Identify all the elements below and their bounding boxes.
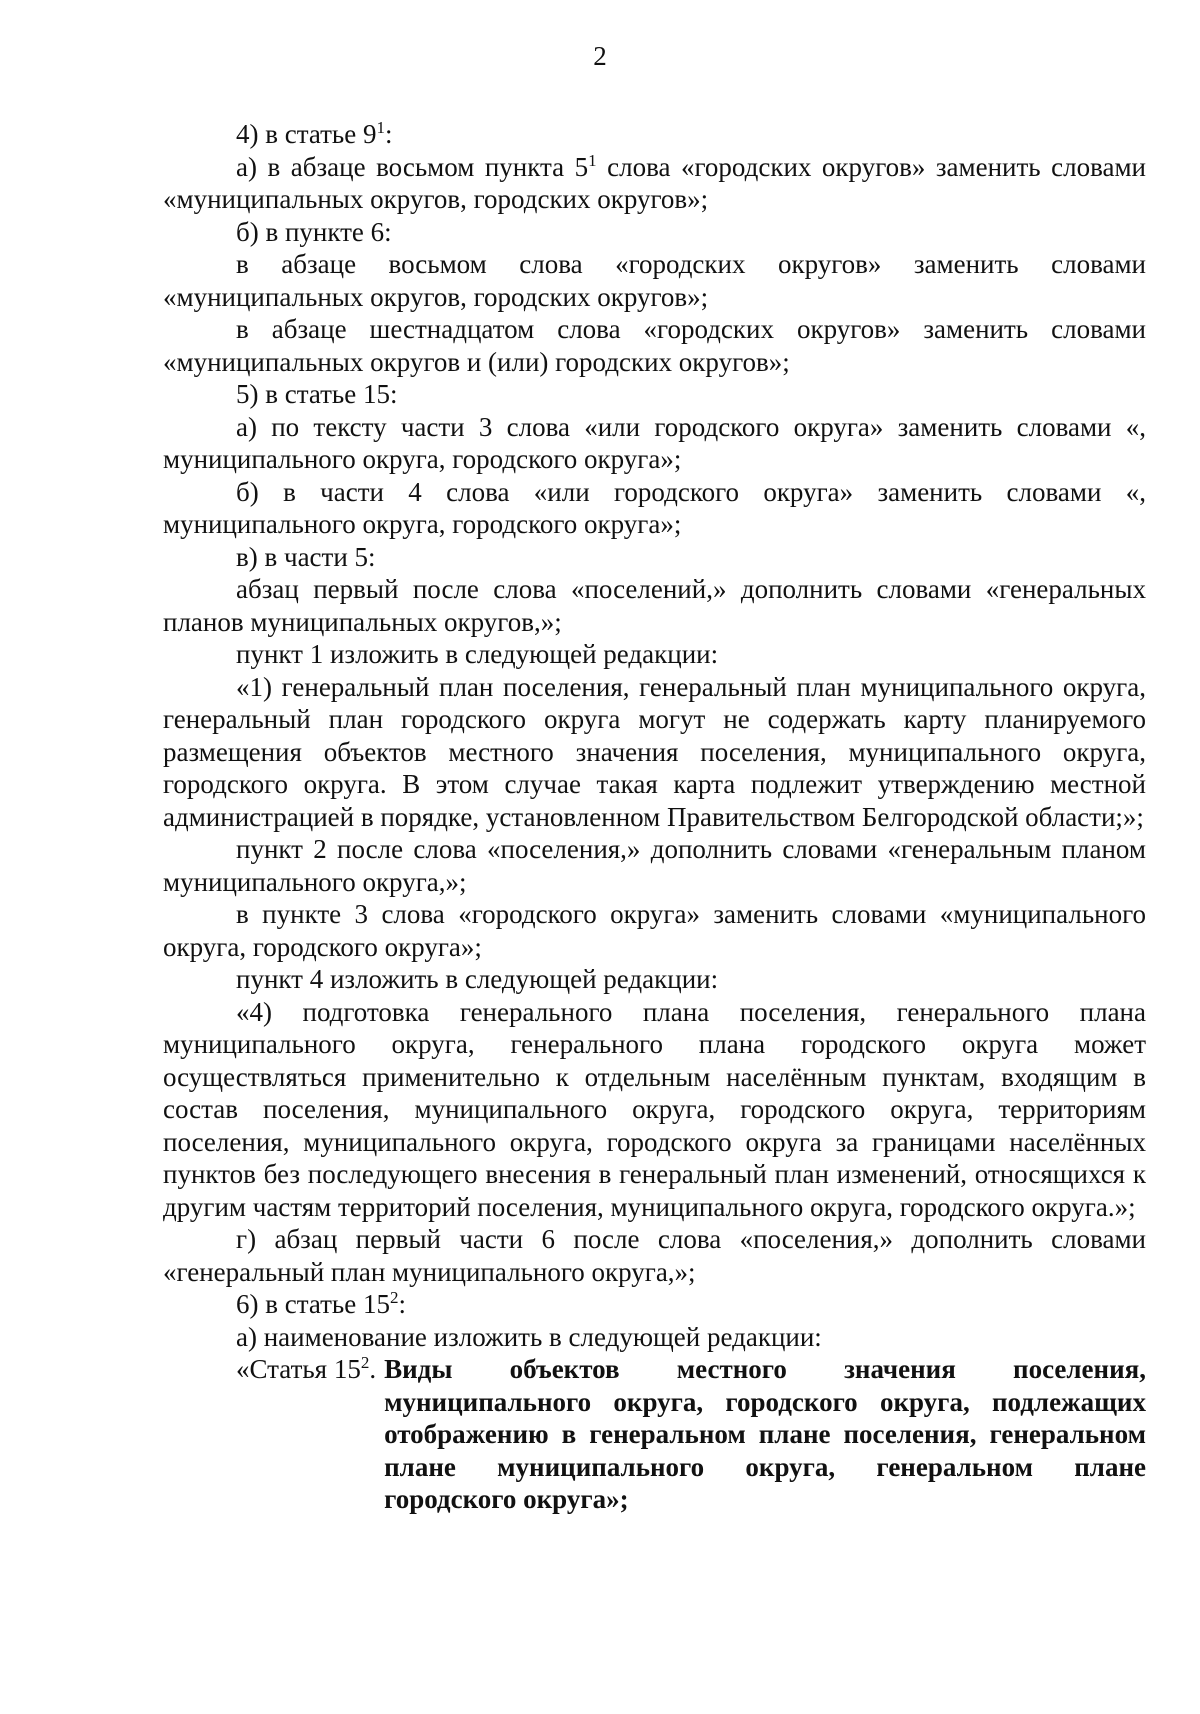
- paragraph-item-4b: б) в пункте 6:: [236, 216, 392, 247]
- paragraph-text: а) в абзаце восьмом пункта 5: [236, 151, 589, 182]
- paragraph-item-5v-4: пункт 2 после слова «поселения,» дополнить словами «генеральным планом муниципального округа,»;: [163, 834, 1146, 897]
- article-title: Виды объектов местного значения поселения, муниципального округа, городского округа, подлежащих отображению в генеральном плане поселения, генеральном плане муниципального округа, генеральном плане городского округа»;: [384, 1354, 1146, 1514]
- paragraph-item-4: [163, 118, 1146, 151]
- paragraph-item-6a: а) наименование изложить в следующей редакции:: [236, 1321, 822, 1352]
- superscript: 2: [389, 1288, 399, 1307]
- paragraph-item-5a: а) по тексту части 3 слова «или городского округа» заменить словами «, муниципального округа, городского округа»;: [163, 411, 1146, 474]
- superscript: 1: [376, 118, 385, 137]
- article-heading: [163, 1353, 1146, 1516]
- paragraph-item-5v-1: абзац первый после слова «поселений,» дополнить словами «генеральных планов муниципальных округов,»;: [163, 574, 1146, 637]
- paragraph-item-5g: г) абзац первый части 6 после слова «поселения,» дополнить словами «генеральный план муниципального округа,»;: [163, 1224, 1146, 1287]
- paragraph-text: 6) в статье 15: [236, 1289, 390, 1319]
- paragraph-item-5v-3: «1) генеральный план поселения, генеральный план муниципального округа, генеральный план городского округа могут не содержать карту планируемого размещения объектов местного значения поселения, муниципального округа, городского округа. В этом случае такая карта подлежит утверждению местной администрацией в порядке, установленном Правительством Белгородской области;»;: [163, 671, 1146, 832]
- article-number-text: .: [369, 1354, 377, 1384]
- paragraph-item-5v-2: пункт 1 изложить в следующей редакции:: [236, 639, 719, 669]
- paragraph-item-5: 5) в статье 15:: [236, 379, 398, 409]
- article-number: [236, 1353, 376, 1516]
- paragraph-text: слова «городских округов» заменить словами «муниципальных округов, городских округов»;: [163, 151, 1146, 214]
- paragraph-item-5v-5: в пункте 3 слова «городского округа» заменить словами «муниципального округа, городского округа»;: [163, 899, 1146, 962]
- paragraph-item-5v: в) в части 5:: [236, 541, 376, 572]
- article-number-text: «Статья 15: [236, 1354, 361, 1384]
- paragraph-item-4b-2: в абзаце шестнадцатом слова «городских округов» заменить словами «муниципальных округов и (или) городских округов»;: [163, 314, 1146, 377]
- paragraph-item-6: [163, 1288, 1146, 1321]
- page-number: 2: [593, 41, 607, 71]
- paragraph-item-4b-1: в абзаце восьмом слова «городских округов» заменить словами «муниципальных округов, городских округов»;: [163, 249, 1146, 312]
- paragraph-text: 4) в статье 9: [236, 119, 377, 149]
- document-body: [163, 118, 1146, 1516]
- superscript: 2: [360, 1353, 370, 1372]
- paragraph-item-4a: [163, 151, 1146, 216]
- paragraph-text: :: [398, 1289, 406, 1319]
- paragraph-text: :: [384, 119, 393, 149]
- paragraph-item-5v-6: пункт 4 изложить в следующей редакции:: [236, 964, 719, 994]
- paragraph-item-5v-7: «4) подготовка генерального плана поселения, генерального плана муниципального округа, генерального плана городского округа может осуществляться применительно к отдельным населённым пунктам, входящим в состав поселения, муниципального округа, городского округа, территориям поселения, муниципального округа, городского округа за границами населённых пунктов без последующего внесения в генеральный план изменений, относящихся к другим частям территорий поселения, муниципального округа, городского округа.»;: [163, 996, 1146, 1222]
- paragraph-item-5b: б) в части 4 слова «или городского округа» заменить словами «, муниципального округа, городского округа»;: [163, 476, 1146, 539]
- superscript: 1: [588, 150, 597, 170]
